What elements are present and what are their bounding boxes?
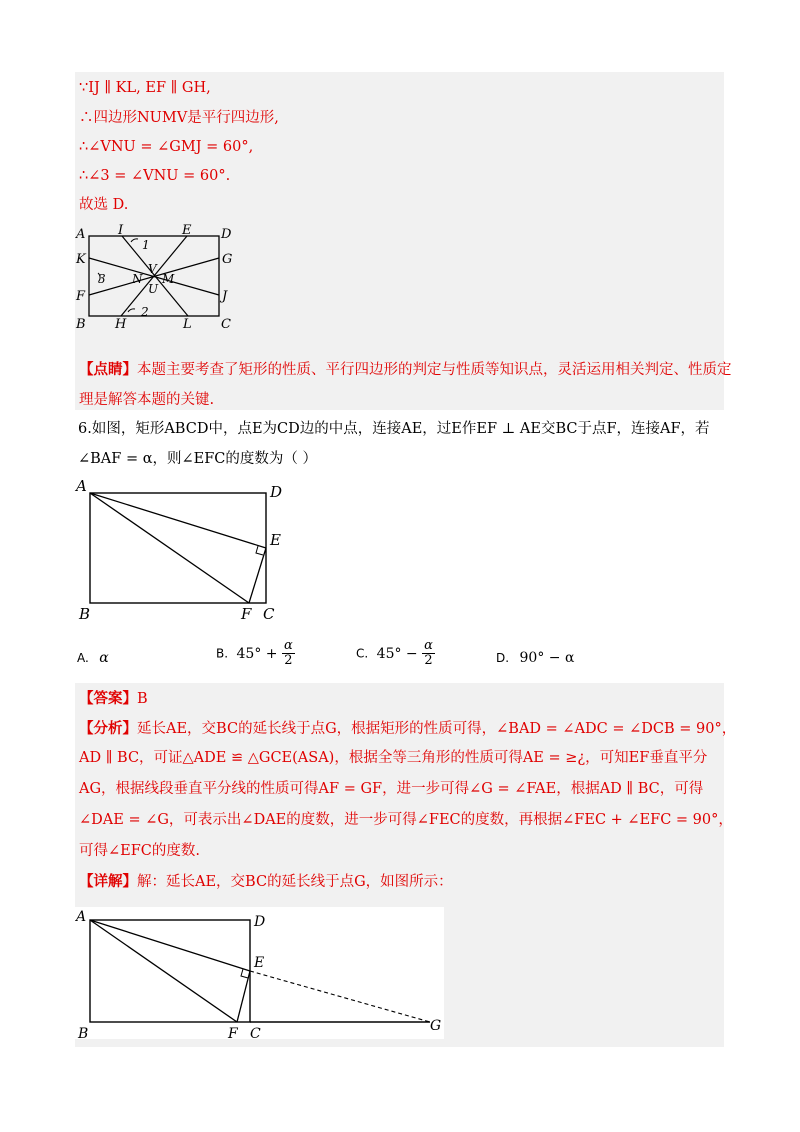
solution-line-1: ∵IJ ∥ KL, EF ∥ GH, [79,80,211,96]
option-d-text: 90° − α [519,650,575,666]
analysis-text-1: 延长AE，交BC的延长线于点G，根据矩形的性质可得，∠BAD = ∠ADC = ∠DCB = 90°， [137,721,737,737]
solution-line-4: ∴∠3 = ∠VNU = 60°. [79,168,231,184]
fig1-label-M: M [162,272,175,286]
figure3-line-eg-dashed [250,971,430,1022]
figure2-line-ef [249,548,266,603]
comment-line-2: 理是解答本题的关键. [79,392,215,408]
analysis-tag: 【分析】 [79,720,137,737]
fig3-label-E: E [254,955,265,971]
fig1-label-J: J [222,289,228,304]
rectangle-figure-2 [72,478,282,623]
detail-text-1: 解：延长AE，交BC的延长线于点G，如图所示： [137,874,453,890]
fig1-label-K: K [76,252,86,267]
option-a-letter: A. [77,651,89,665]
option-c-denominator: 2 [424,653,433,668]
analysis-line-3: AG，根据线段垂直平分线的性质可得AF = GF，进一步可得∠G = ∠FAE，根据AD ∥ BC，可得 [79,781,704,797]
figure1-angle-1-arc [131,239,138,242]
fig1-label-1: 1 [142,238,150,252]
figure3-line-ae [90,920,250,971]
analysis-line-5: 可得∠EFC的度数. [79,843,200,859]
analysis-line-1 [79,719,736,739]
solution-line-2: ∴四边形NUMV是平行四边形, [79,110,279,126]
option-b[interactable] [216,639,295,668]
option-b-numerator: α [283,638,293,653]
option-c-prefix: 45° − [376,645,418,662]
option-c[interactable] [356,639,435,668]
figure1-angle-2-arc [128,309,135,312]
figure2-rectangle [90,493,266,603]
option-d[interactable] [496,648,574,668]
option-b-prefix: 45° + [236,645,278,662]
fig2-label-F: F [241,605,252,623]
fig2-label-E: E [270,531,281,549]
option-c-letter: C. [356,646,369,661]
option-b-denominator: 2 [284,653,293,668]
figure3-line-af [90,920,237,1022]
fig2-label-B: B [79,605,91,623]
fig2-label-D: D [270,483,282,501]
fig1-label-2: 2 [141,305,149,319]
fig1-label-L: L [183,317,192,332]
answer-value: B [137,691,148,707]
fig2-label-C: C [263,605,275,623]
fig1-label-E: E [182,223,192,238]
solution-block-previous [75,72,732,410]
option-a-text: α [99,650,109,666]
answer-line [79,689,148,709]
fig1-label-H: H [115,317,127,332]
question-line-2: ∠BAF = α，则∠EFC的度数为（ ） [78,451,317,467]
comment-line-1 [79,360,732,380]
comment-tag: 【点睛】 [79,361,137,378]
fig3-label-D: D [254,914,266,930]
option-c-fraction [422,639,435,668]
answer-block [75,683,737,1047]
fig1-label-U: U [148,282,159,296]
question-line-1: 6.如图，矩形ABCD中，点E为CD边的中点，连接AE，过E作EF ⊥ AE交BC于点F，连接AF，若 [78,421,710,437]
option-b-fraction [282,639,295,668]
analysis-line-4: ∠DAE = ∠G，可表示出∠DAE的度数，进一步可得∠FEC的度数，再根据∠FEC + ∠EFC = 90°， [79,812,733,828]
fig2-label-A: A [76,478,87,495]
detail-line-1 [79,872,453,892]
fig1-label-D: D [221,227,232,242]
solution-line-3: ∴∠VNU = ∠GMJ = 60°, [79,139,254,155]
fig1-label-I: I [118,223,124,238]
fig3-label-G: G [430,1018,442,1034]
rectangle-figure-3 [75,907,444,1039]
analysis-line-2: AD ∥ BC，可证△ADE ≌ △GCE(ASA)，根据全等三角形的性质可得AE = ≥¿，可知EF垂直平分 [79,750,708,766]
fig1-label-3: 3 [98,272,106,286]
rectangle-figure-1 [75,220,245,335]
fig1-label-F: F [76,289,86,304]
figure3-line-ef [237,971,250,1022]
fig1-label-N: N [132,272,143,286]
fig3-label-C: C [250,1026,261,1039]
figure3-rectangle [90,920,250,1022]
option-b-letter: B. [216,646,229,661]
option-d-letter: D. [496,651,510,665]
fig1-label-B: B [76,317,86,332]
fig1-label-A: A [76,227,86,242]
figure2-line-af [90,493,249,603]
solution-line-5: 故选 D. [79,197,129,213]
fig3-label-B: B [78,1026,89,1039]
fig1-label-G: G [222,252,233,267]
fig3-label-A: A [76,909,87,925]
detail-tag: 【详解】 [79,873,137,890]
fig3-label-F: F [228,1026,238,1039]
figure2-line-ae [90,493,266,548]
fig1-label-V: V [148,262,157,276]
fig1-label-C: C [221,317,231,332]
answer-tag: 【答案】 [79,690,137,707]
option-a[interactable] [77,648,109,668]
comment-text-1: 本题主要考查了矩形的性质、平行四边形的判定与性质等知识点，灵活运用相关判定、性质定 [137,362,732,378]
option-c-numerator: α [424,638,433,653]
